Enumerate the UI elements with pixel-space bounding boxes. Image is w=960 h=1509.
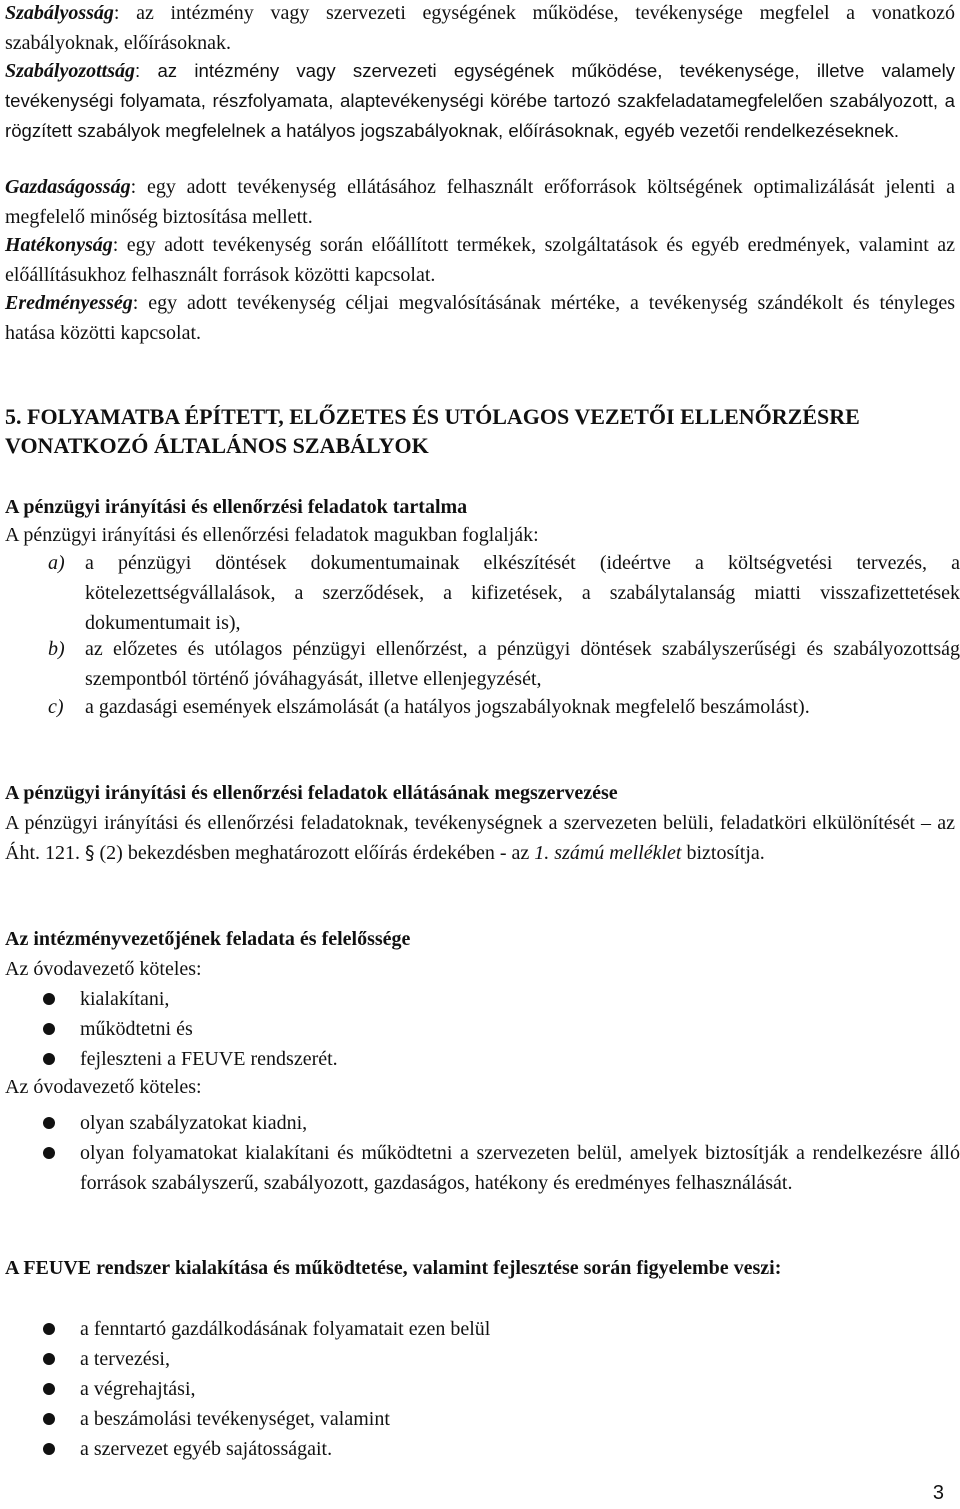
page-number: 3: [932, 1482, 944, 1504]
heading-feladatok-tartalma: A pénzügyi irányítási és ellenőrzési feladatok tartalma: [5, 496, 468, 518]
bullet-text: olyan folyamatokat kialakítani és működtetni a szervezeten belül, amelyek biztosítják a rendelkezésre álló források szabályszerű, szabályozott, gazdaságos, hatékony és eredményes felhasználását.: [80, 1142, 960, 1194]
heading-megszervezese: A pénzügyi irányítási és ellenőrzési feladatok ellátásának megszervezése: [5, 782, 618, 804]
definition-text: : az intézmény vagy szervezeti egységének működése, tevékenysége, illetve valamely tevékenységi folyamata, részfolyamata, alaptevékenységi körébe tartozó szakfeladatamegfelelően szabályozott, a rögzített szabályok megfelelnek a hatályos jogszabályoknak, előírásoknak, egyéb vezetői rendelkezéseknek.: [5, 60, 955, 141]
definition-text: : egy adott tevékenység során előállított termékek, szolgáltatások és egyéb eredmények, valamint az előállításukhoz felhasznált források közötti kapcsolat.: [5, 234, 955, 286]
bullet-icon: [43, 1117, 55, 1129]
bullet-icon: [43, 1023, 55, 1035]
list-label: c): [48, 696, 64, 718]
list-label: a): [48, 552, 65, 574]
definition-text: : egy adott tevékenység ellátásához felhasznált erőforrások költségének optimalizálását jelenti a megfelelő minőség biztosítása mellett.: [5, 176, 955, 228]
bullet-text: a szervezet egyéb sajátosságait.: [80, 1438, 333, 1460]
term: Szabályozottság: [5, 60, 136, 82]
term: Hatékonyság: [5, 234, 113, 256]
term: Szabályosság: [5, 2, 114, 24]
definition-szabalyozottsag: [5, 56, 955, 146]
organization-text-2: (2) bekezdésben meghatározott előírás érdekében - az: [94, 842, 535, 864]
bullet-text: fejleszteni a FEUVE rendszerét.: [80, 1048, 338, 1070]
organization-text: A pénzügyi irányítási és ellenőrzési feladatoknak, tevékenységnek a szervezeten belüli, feladatköri elkülönítését – az Áht. 121.: [5, 812, 955, 864]
definition-eredmenyesseg: [5, 288, 955, 348]
section-title: 5. FOLYAMATBA ÉPÍTETT, ELŐZETES ÉS UTÓLAGOS VEZETŐI ELLENŐRZÉSRE VONATKOZÓ ÁLTALÁNOS SZABÁLYOK: [5, 404, 860, 458]
definition-szabalyossag: [5, 0, 955, 58]
bullet-icon: [43, 1443, 55, 1455]
duty-intro-2: Az óvodavezető köteles:: [5, 1076, 202, 1098]
list-text: a gazdasági események elszámolását (a hatályos jogszabályoknak megfelelő beszámolást).: [85, 696, 810, 718]
bullet-text: a beszámolási tevékenységet, valamint: [80, 1408, 390, 1430]
bullet-icon: [43, 1413, 55, 1425]
term: Eredményesség: [5, 292, 133, 314]
organization-paragraph: [5, 808, 955, 868]
list-text: a pénzügyi döntések dokumentumainak elkészítését (ideértve a költségvetési tervezés, a kötelezettségvállalások, a szerződések, a kifizetések, a szabálytalanság miatti visszafizettetések dokumentumait is),: [85, 552, 960, 634]
list-text: az előzetes és utólagos pénzügyi ellenőrzést, a pénzügyi döntések szabályszerűségi és szabályozottság szempontból történő jóváhagyását, illetve ellenjegyzését,: [85, 638, 960, 690]
heading-feuve: A FEUVE rendszer kialakítása és működtetése, valamint fejlesztése során figyelembe veszi:: [5, 1257, 782, 1279]
bullet-icon: [43, 1323, 55, 1335]
definition-hatekonysag: [5, 230, 955, 290]
definition-gazdasagossag: [5, 172, 955, 232]
bullet-text: a fenntartó gazdálkodásának folyamatait ezen belül: [80, 1318, 491, 1340]
term: Gazdaságosság: [5, 176, 131, 198]
bullet-icon: [43, 1053, 55, 1065]
bullet-text: a tervezési,: [80, 1348, 170, 1370]
definition-text: : egy adott tevékenység céljai megvalósításának mértéke, a tevékenység szándékolt és tényleges hatása közötti kapcsolat.: [5, 292, 955, 344]
bullet-text: kialakítani,: [80, 988, 170, 1010]
heading-intezmenyvezeto: Az intézményvezetőjének feladata és felelőssége: [5, 928, 411, 950]
duty-intro-1: Az óvodavezető köteles:: [5, 958, 202, 980]
definition-text: : az intézmény vagy szervezeti egységének működése, tevékenysége megfelel a vonatkozó szabályoknak, előírásoknak.: [5, 2, 955, 54]
bullet-text: a végrehajtási,: [80, 1378, 196, 1400]
bullet-icon: [43, 1353, 55, 1365]
annex-reference: 1. számú melléklet: [534, 842, 682, 864]
bullet-text: működtetni és: [80, 1018, 193, 1040]
bullet-icon: [43, 1383, 55, 1395]
bullet-icon: [43, 993, 55, 1005]
bullet-text: olyan szabályzatokat kiadni,: [80, 1112, 308, 1134]
list-label: b): [48, 638, 65, 660]
list-intro: A pénzügyi irányítási és ellenőrzési feladatok magukban foglalják:: [5, 524, 539, 546]
section-sign: §: [85, 842, 95, 864]
organization-text-3: biztosítja.: [681, 842, 765, 864]
bullet-icon: [43, 1147, 55, 1159]
